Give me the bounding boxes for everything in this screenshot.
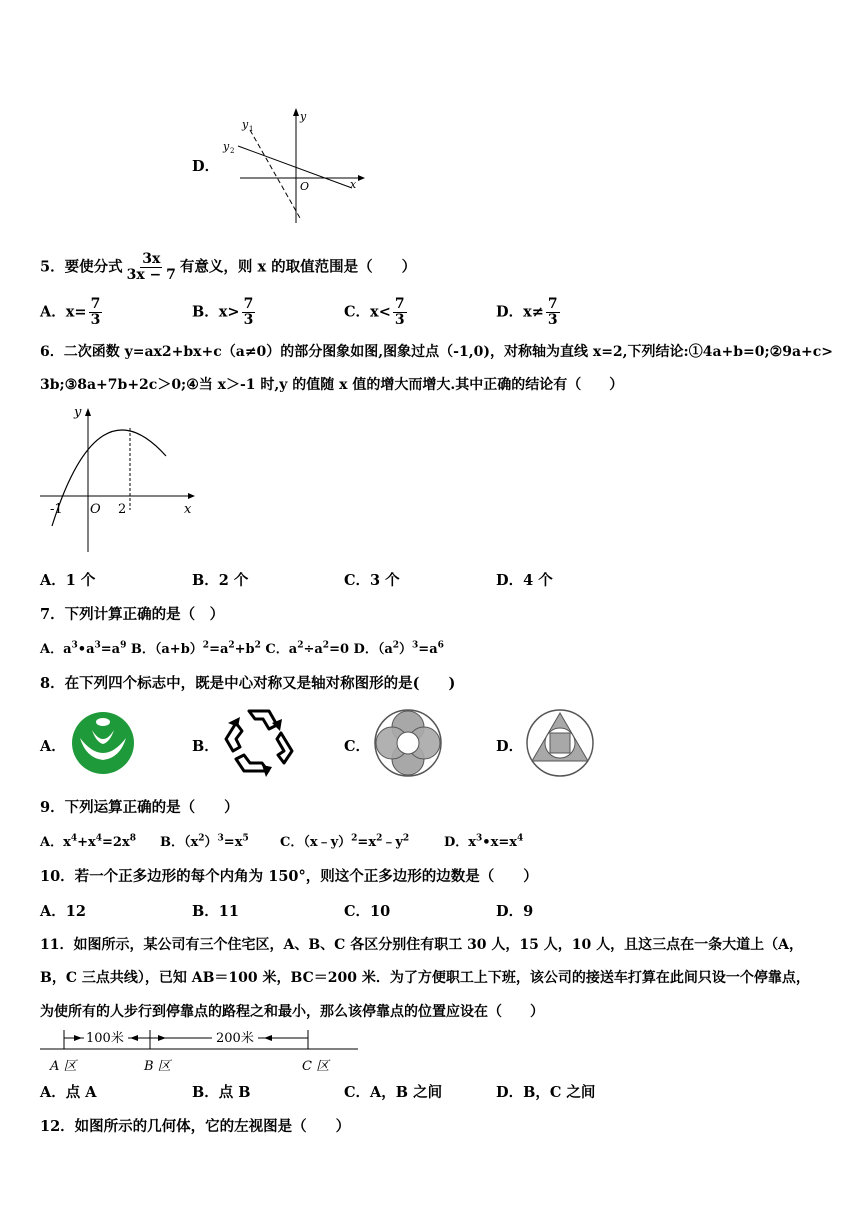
x-axis-label: x xyxy=(350,178,357,191)
frac-den: 3 xyxy=(394,312,405,328)
q4-graph xyxy=(220,108,365,228)
q11-option-c: C．A，B 之间 xyxy=(344,1084,443,1101)
q4-option-d-letter: D． xyxy=(192,158,220,175)
q6-stem-line2: 3b;③8a+7b+2c＞0;④当 x＞-1 时,y 的值随 x 值的增大而增大.其中正确的结论有（ ） xyxy=(40,377,624,393)
frac-den: 3 xyxy=(90,312,101,328)
q5-stem xyxy=(40,252,416,283)
y2-label: y xyxy=(223,140,230,153)
q9-option-c: C．$(x﹣y)^2=x^2﹣y^2$ xyxy=(280,833,410,850)
q11-option-a: A．点 A xyxy=(40,1084,97,1101)
q11-stem-line3: 为使所有的人步行到停靠点的路程之和最小，那么该停靠点的位置应设在（ ） xyxy=(40,1004,544,1020)
parabola-curve xyxy=(52,430,166,526)
y1-label: y xyxy=(242,118,249,131)
q5-option-d xyxy=(496,297,562,328)
q10-option-c: C．10 xyxy=(344,903,391,920)
q5-fraction xyxy=(125,252,178,283)
q5-suffix: 有意义，则 x 的取值范围是（ ） xyxy=(179,258,417,276)
option-rel: x= xyxy=(65,303,87,321)
tick-2: 2 xyxy=(118,502,127,517)
option-letter: D． xyxy=(496,303,524,321)
green-food-logo xyxy=(70,710,136,776)
q6-parabola-graph xyxy=(38,400,198,558)
four-petal-circle-logo xyxy=(372,707,444,779)
frac-num: 7 xyxy=(394,296,405,312)
option-letter: A． xyxy=(40,303,66,321)
q10-option-d: D．9 xyxy=(496,903,534,920)
q10-option-a: A．12 xyxy=(40,903,86,920)
frac-den: 3 xyxy=(243,312,254,328)
option-rel: x< xyxy=(370,303,391,321)
label-100m: 100米 xyxy=(86,1031,124,1046)
q11-distance-figure xyxy=(40,1024,365,1076)
q8-stem: 8．在下列四个标志中，既是中心对称又是轴对称图形的是( ) xyxy=(40,675,456,692)
q8-letter-d: D． xyxy=(496,738,524,755)
q5-option-b xyxy=(192,297,257,328)
option-letter: B． xyxy=(192,303,219,321)
q11-option-d: D．B，C 之间 xyxy=(496,1084,596,1101)
line-y1 xyxy=(250,130,300,218)
y-axis-label: y xyxy=(300,110,307,123)
frac-num: 7 xyxy=(547,296,558,312)
tick-neg1: -1 xyxy=(50,502,63,517)
x-axis-label: x xyxy=(184,502,192,517)
triangle-in-circle-logo xyxy=(524,707,596,779)
x-axis-arrow xyxy=(358,175,365,181)
q8-letter-a: A． xyxy=(40,738,66,755)
q6-option-d: D．4 个 xyxy=(496,572,553,589)
q9-option-d: D．$x^3•x=x^4$ xyxy=(444,833,524,850)
q5-frac-num: 3x xyxy=(142,251,161,267)
q11-option-b: B．点 B xyxy=(192,1084,251,1101)
q10-option-b: B．11 xyxy=(192,903,239,920)
y-axis-arrow xyxy=(293,108,299,116)
q9-option-a: A．$x^4+x^4=2x^8$ xyxy=(40,833,136,850)
q5-option-c xyxy=(344,297,409,328)
label-c-zone: C 区 xyxy=(302,1059,330,1074)
q7-stem: 7．下列计算正确的是（ ） xyxy=(40,606,225,623)
line-y2 xyxy=(238,146,352,188)
q10-stem: 10．若一个正多边形的每个内角为 150°，则这个正多边形的边数是（ ） xyxy=(40,868,538,885)
label-a-zone: A 区 xyxy=(50,1059,77,1074)
q6-stem-line1: 6．二次函数 y=ax2+bx+c（a≠0）的部分图象如图,图象过点（-1,0)，对称轴为直线 x=2,下列结论:①4a+b=0;②9a+c> xyxy=(40,344,834,360)
q8-letter-b: B． xyxy=(192,738,219,755)
q5-option-a xyxy=(40,297,104,328)
q8-letter-c: C． xyxy=(344,738,371,755)
q6-option-c: C．3 个 xyxy=(344,572,400,589)
q12-stem: 12．如图所示的几何体，它的左视图是（ ） xyxy=(40,1118,351,1135)
q5-frac-den: 3x − 7 xyxy=(126,267,176,283)
recycle-icon xyxy=(222,705,296,777)
option-letter: C． xyxy=(344,303,371,321)
q5-prefix: 5．要使分式 xyxy=(40,258,123,276)
q11-stem-line2: B，C 三点共线），已知 AB＝100 米，BC＝200 米．为了方便职工上下班，该公司的接送车打算在此间只设一个停靠点， xyxy=(40,970,810,986)
q11-stem-line1: 11．如图所示，某公司有三个住宅区，A、B、C 各区分别住有职工 30 人，15 人，10 人，且这三点在一条大道上（A， xyxy=(40,937,803,953)
q7-options: A．$a^3•a^3=a^9$ B．$(a+b)^2=a^2+b^2$ C．$a^2\div a^2=0$ D．$(a^2)^3=a^6$ xyxy=(40,640,444,657)
label-200m: 200米 xyxy=(216,1031,254,1046)
y-axis-label: y xyxy=(74,405,82,420)
frac-num: 7 xyxy=(90,296,101,312)
frac-num: 7 xyxy=(243,296,254,312)
q9-option-b: B．$(x^2)^3=x^5$ xyxy=(160,833,249,850)
q6-option-b: B．2 个 xyxy=(192,572,249,589)
q6-option-a: A．1 个 xyxy=(40,572,96,589)
q9-stem: 9．下列运算正确的是（ ） xyxy=(40,799,239,816)
option-rel: x> xyxy=(218,303,240,321)
option-rel: x≠ xyxy=(523,303,544,321)
label-b-zone: B 区 xyxy=(144,1059,171,1074)
y1-sub: 1 xyxy=(249,125,254,133)
origin-label: O xyxy=(300,180,310,193)
frac-den: 3 xyxy=(547,312,558,328)
y-axis-arrow xyxy=(85,408,91,416)
x-axis-arrow xyxy=(188,493,195,499)
y2-sub: 2 xyxy=(230,147,235,155)
origin-label: O xyxy=(90,502,101,517)
